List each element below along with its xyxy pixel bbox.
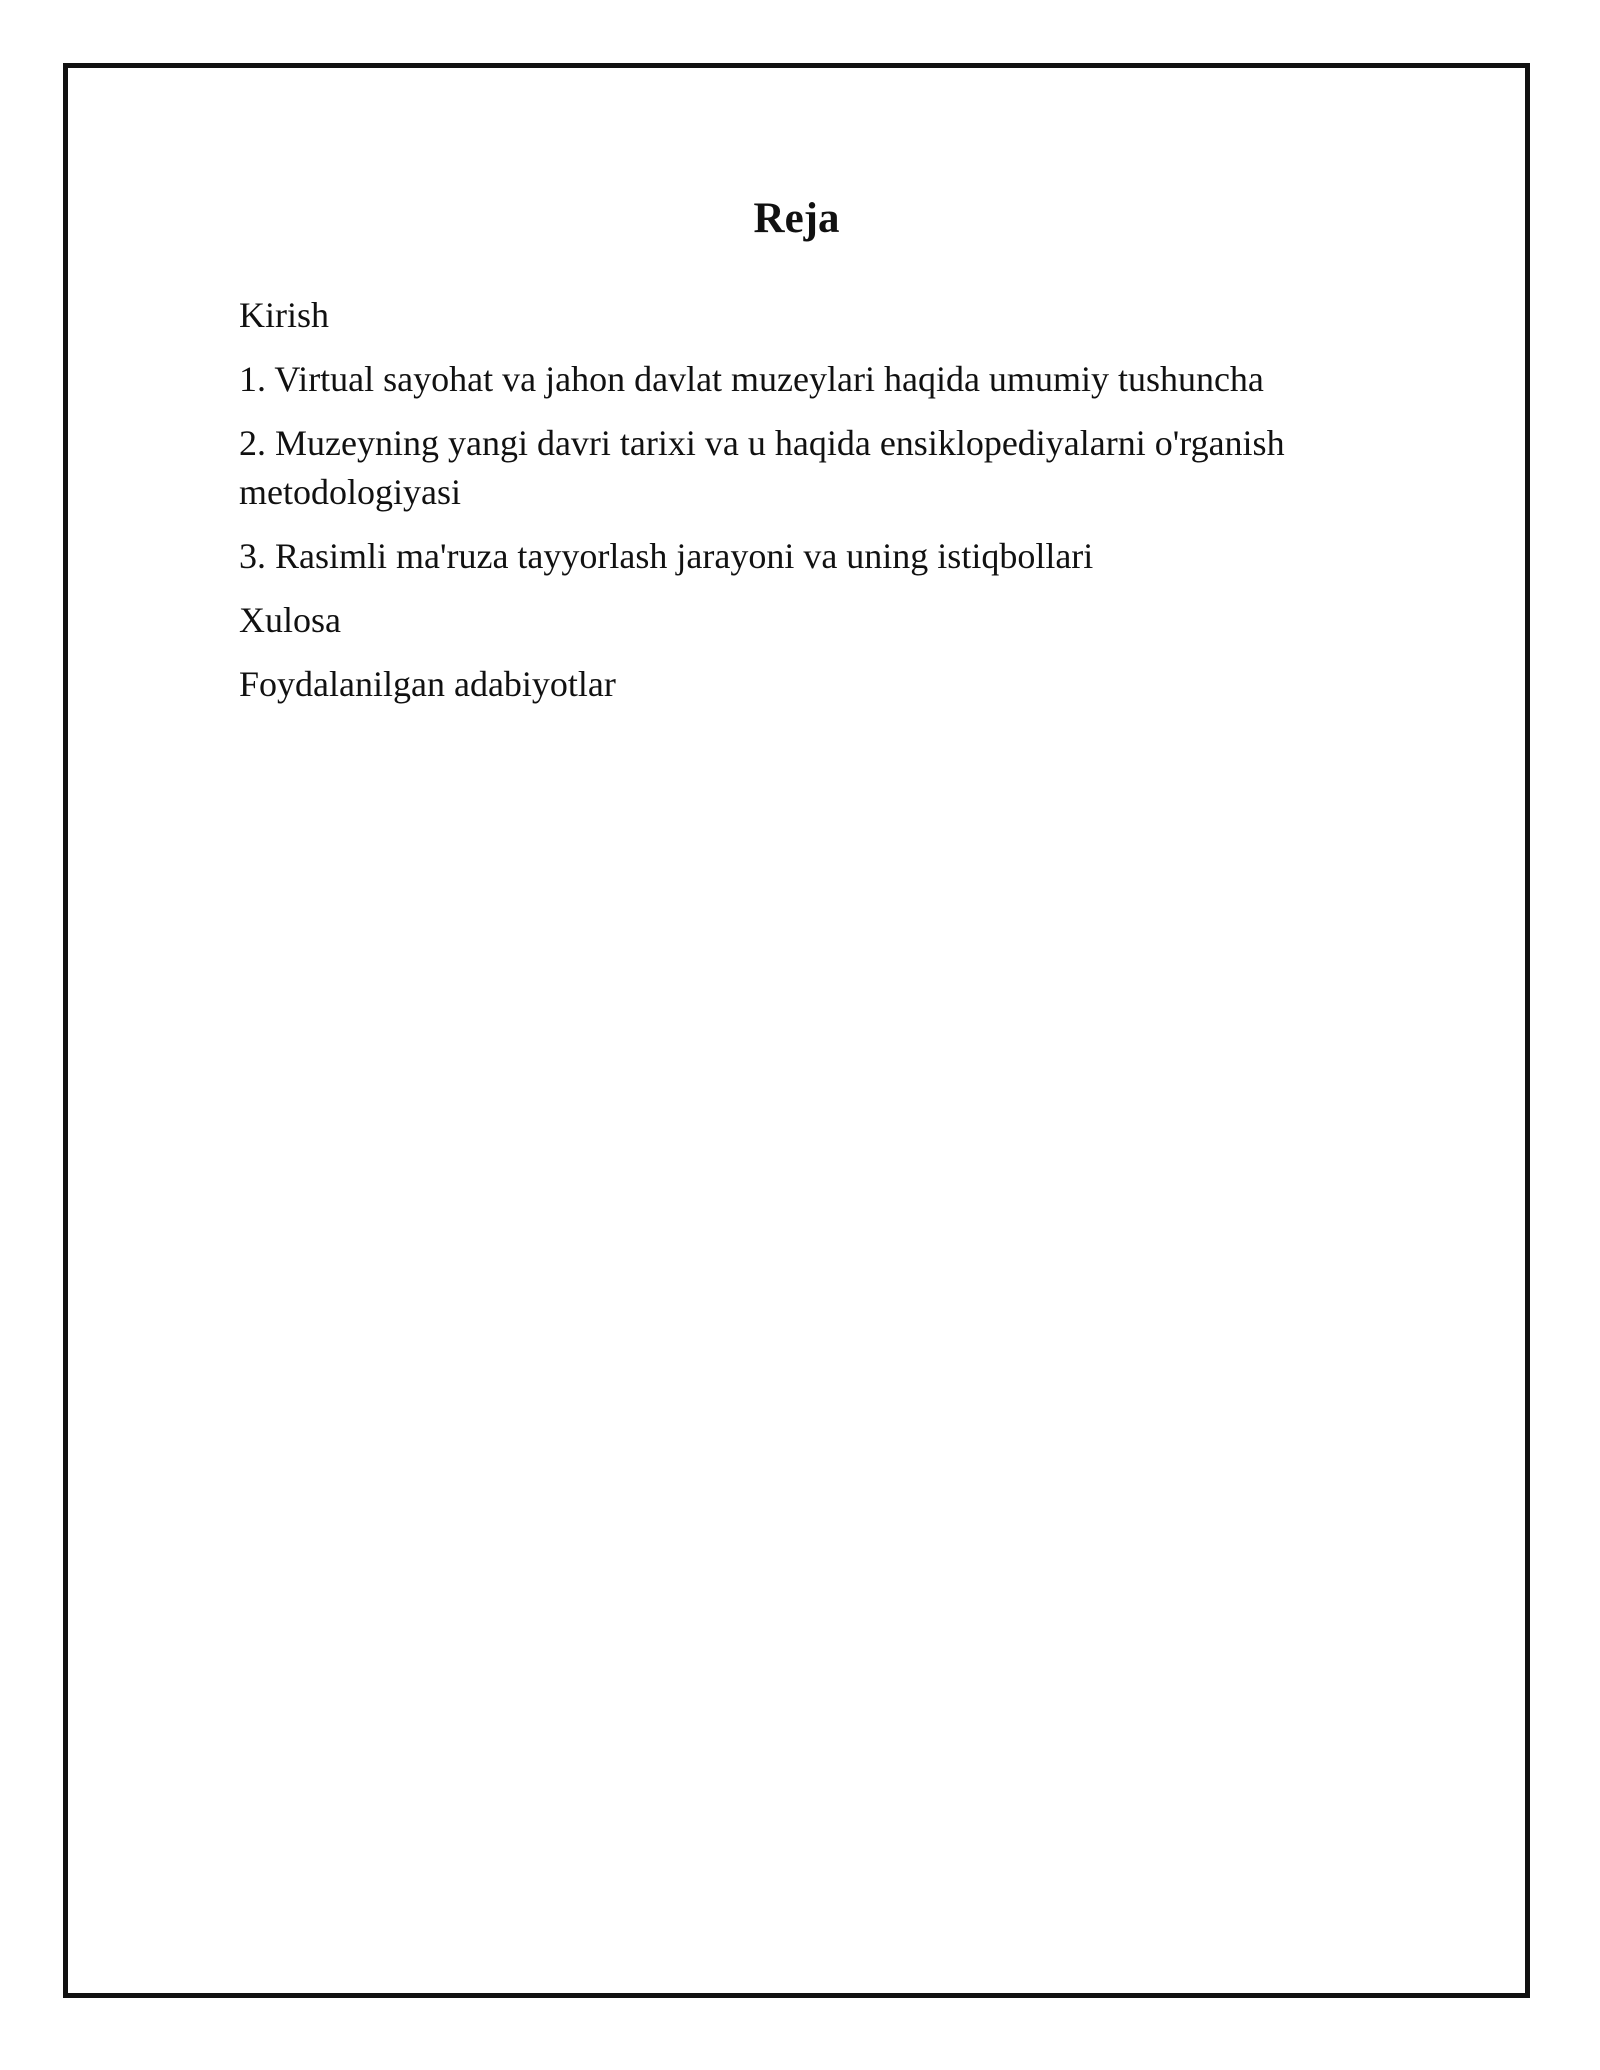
plan-item-intro: Kirish — [239, 295, 329, 335]
page-border-frame — [63, 63, 1530, 1998]
plan-item-conclusion: Xulosa — [239, 600, 341, 640]
document-title: Reja — [753, 195, 840, 242]
plan-item-2: 2. Muzeyning yangi davri tarixi va u haqida ensiklopediyalarni o'rganish metodologiyasi — [239, 423, 1285, 512]
plan-item-references: Foydalanilgan adabiyotlar — [239, 664, 616, 704]
plan-item-3: 3. Rasimli ma'ruza tayyorlash jarayoni va uning istiqbollari — [239, 536, 1094, 576]
plan-list — [239, 291, 1379, 724]
plan-item-1: 1. Virtual sayohat va jahon davlat muzeylari haqida umumiy tushuncha — [239, 359, 1264, 399]
